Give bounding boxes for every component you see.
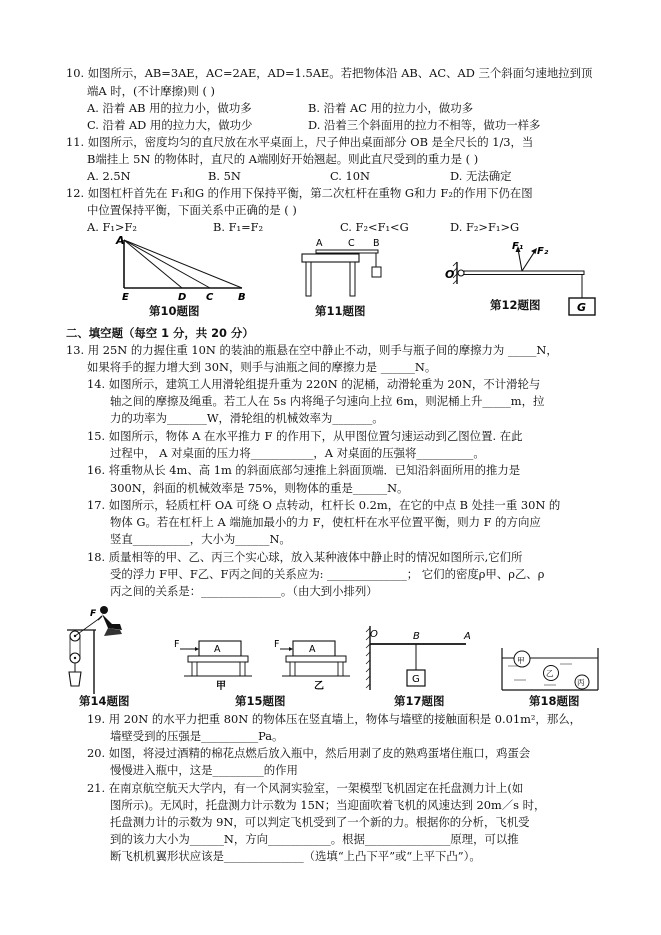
fig17-label-g: G bbox=[412, 674, 420, 685]
q12-option-b: B. F₁=F₂ bbox=[213, 220, 264, 234]
q18-line2: 受的浮力 F甲、F乙、F丙之间的关系应为: ______________； 它们的密度ρ甲、ρ乙、ρ bbox=[110, 567, 545, 581]
q21-line5: 断飞机机翼形状应该是______________（选填“上凸下平”或“上平下凸”）。 bbox=[110, 849, 481, 863]
q17-line1: 17. 如图所示，轻质杠杆 OA 可绕 O 点转动，杠杆长 0.2m，在它的中点 B 处挂一重 30N 的 bbox=[87, 498, 561, 512]
q14-line3: 力的功率为_______W，滑轮组的机械效率为_______。 bbox=[110, 411, 384, 425]
fig17-label-b: B bbox=[413, 631, 420, 642]
fig18-label-yi: 乙 bbox=[546, 669, 554, 678]
fig15-label-f-yi: F bbox=[274, 639, 280, 650]
figure-11-caption: 第11题图 bbox=[315, 304, 366, 318]
fig17-label-o: O bbox=[370, 629, 378, 640]
figure-15-caption: 第15题图 bbox=[235, 694, 286, 708]
q18-line1: 18. 质量相等的甲、乙、丙三个实心球，放入某种液体中静止时的情况如图所示,它们所 bbox=[87, 550, 523, 564]
q11-stem-line2: B端挂上 5N 的物体时，直尺的 A端刚好开始翘起。则此直尺受到的重力是 ( ) bbox=[87, 152, 479, 166]
fig15-label-jia: 甲 bbox=[216, 681, 226, 692]
q12-stem-line2: 中位置保持平衡，下面关系中正确的是 ( ) bbox=[87, 203, 297, 217]
q11-option-b: B. 5N bbox=[208, 169, 241, 183]
q17-line2: 物体 G。若在杠杆上 A 端施加最小的力 F，使杠杆在水平位置平衡，则力 F 的方向应 bbox=[110, 515, 541, 529]
q15-line2: 过程中， A 对桌面的压力将___________，A 对桌面的压强将__________。 bbox=[110, 446, 485, 460]
fig11-label-c: C bbox=[348, 238, 355, 249]
q21-line1: 21. 在南京航空航天大学内，有一个风洞实验室，一架模型飞机固定在托盘测力计上(如 bbox=[87, 781, 524, 795]
fig12-label-f2: F₂ bbox=[537, 246, 549, 257]
q17-line3: 竖直__________，大小为______N。 bbox=[110, 532, 291, 546]
q14-line2: 轴之间的摩擦及绳重。若工人在 5s 内将绳子匀速向上拉 6m，则泥桶上升_____m，拉 bbox=[110, 394, 545, 408]
figure-18-balls-liquid bbox=[500, 644, 600, 694]
figure-12-caption: 第12题图 bbox=[490, 298, 541, 312]
q12-option-d: D. F₂>F₁>G bbox=[450, 220, 520, 234]
q21-line2: 图所示)。无风时，托盘测力计示数为 15N；当迎面吹着飞机的风速达到 20m／s 时， bbox=[110, 798, 546, 812]
figure-10-caption: 第10题图 bbox=[149, 304, 200, 318]
figure-11-ruler-table bbox=[296, 236, 388, 300]
q10-stem-line2: 端A 时，(不计摩擦)则 ( ) bbox=[87, 84, 215, 98]
q11-stem-line1: 11. 如图所示，密度均匀的直尺放在水平桌面上，尺子伸出桌面部分 OB 是全尺长的 1/3，当 bbox=[66, 135, 534, 149]
q10-option-b: B. 沿着 AC 用的拉力小，做功多 bbox=[308, 101, 474, 115]
q20-line1: 20. 如图，将浸过酒精的棉花点燃后放入瓶中，然后用剥了皮的熟鸡蛋堵住瓶口，鸡蛋会 bbox=[87, 746, 531, 760]
fig11-label-a: A bbox=[316, 238, 323, 249]
fig18-label-jia: 甲 bbox=[517, 656, 525, 665]
fig15-label-f-jia: F bbox=[174, 639, 180, 650]
fig17-label-a: A bbox=[464, 631, 471, 642]
fig10-label-c: C bbox=[206, 292, 214, 303]
q21-line4: 到的该力大小为______N，方向___________。根据_______________原理，可以推 bbox=[110, 832, 519, 846]
q13-line2: 如果将手的握力增大到 30N，则手与油瓶之间的摩擦力是 ______N。 bbox=[87, 360, 437, 374]
fig18-label-bing: 丙 bbox=[577, 678, 585, 687]
q20-line2: 慢慢进入瓶中，这是_________的作用 bbox=[110, 763, 298, 777]
section-2-title: 二、填空题（每空 1 分，共 20 分） bbox=[66, 326, 254, 340]
figure-15-block-table bbox=[168, 634, 358, 692]
fig11-label-b: B bbox=[373, 238, 380, 249]
q14-line1: 14. 如图所示，建筑工人用滑轮组提升重为 220N 的泥桶，动滑轮重为 20N，不计滑轮与 bbox=[87, 377, 541, 391]
fig12-label-f1: F₁ bbox=[512, 241, 524, 252]
q12-option-c: C. F₂<F₁<G bbox=[340, 220, 409, 234]
fig15-label-a-jia: A bbox=[214, 644, 221, 655]
fig10-label-e: E bbox=[122, 292, 129, 303]
q10-option-c: C. 沿着 AD 用的拉力大，做功少 bbox=[87, 118, 253, 132]
fig12-label-g: G bbox=[577, 301, 587, 314]
q11-option-a: A. 2.5N bbox=[87, 169, 131, 183]
q19-line2: 墙壁受到的压强是__________Pa。 bbox=[110, 729, 284, 743]
q10-option-a: A. 沿着 AB 用的拉力小，做功多 bbox=[87, 101, 252, 115]
figure-10-inclines bbox=[110, 232, 255, 304]
fig15-label-a-yi: A bbox=[309, 644, 316, 655]
q18-line3: 丙之间的关系是：______________。（由大到小排列） bbox=[110, 584, 378, 598]
q10-stem-line1: 10. 如图所示，AB=3AE，AC=2AE，AD=1.5AE。若把物体沿 AB、AC、AD 三个斜面匀速地拉到顶 bbox=[66, 66, 593, 80]
figure-14-caption: 第14题图 bbox=[79, 694, 130, 708]
fig15-label-yi: 乙 bbox=[314, 681, 324, 692]
fig10-label-d: D bbox=[178, 292, 187, 303]
fig10-label-a: A bbox=[116, 234, 125, 247]
fig14-label-f: F bbox=[90, 609, 97, 619]
figure-18-caption: 第18题图 bbox=[529, 694, 580, 708]
q11-option-c: C. 10N bbox=[330, 169, 371, 183]
figure-14-pulley-worker bbox=[62, 602, 130, 694]
fig12-label-o: O bbox=[445, 268, 455, 281]
fig10-label-b: B bbox=[238, 292, 246, 303]
q11-option-d: D. 无法确定 bbox=[450, 169, 512, 183]
q15-line1: 15. 如图所示，物体 A 在水平推力 F 的作用下，从甲图位置匀速运动到乙图位置. 在此 bbox=[87, 429, 523, 443]
q13-line1: 13. 用 25N 的力握住重 10N 的装油的瓶悬在空中静止不动，则手与瓶子间的摩擦力为 _____N， bbox=[66, 343, 558, 357]
q16-line1: 16. 将重物从长 4m、高 1m 的斜面底部匀速推上斜面顶端．已知沿斜面所用的推力是 bbox=[87, 463, 521, 477]
figure-17-lever bbox=[362, 624, 480, 696]
q16-line2: 300N，斜面的机械效率是 75%，则物体的重是______N。 bbox=[110, 481, 409, 495]
q10-option-d: D. 沿着三个斜面用的拉力不相等，做功一样多 bbox=[308, 118, 541, 132]
q21-line3: 托盘测力计的示数为 9N，可以判定飞机受到了一个新的力。根据你的分析，飞机受 bbox=[110, 815, 530, 829]
q19-line1: 19. 用 20N 的水平力把重 80N 的物体压在竖直墙上，物体与墙壁的接触面积是 0.01m²，那么， bbox=[87, 712, 581, 726]
figure-17-caption: 第17题图 bbox=[394, 694, 445, 708]
q12-option-a: A. F₁>F₂ bbox=[87, 220, 137, 234]
q12-stem-line1: 12. 如图杠杆首先在 F₁和G 的作用下保持平衡，第二次杠杆在重物 G和力 F₂的作用下仍在图 bbox=[66, 186, 533, 200]
